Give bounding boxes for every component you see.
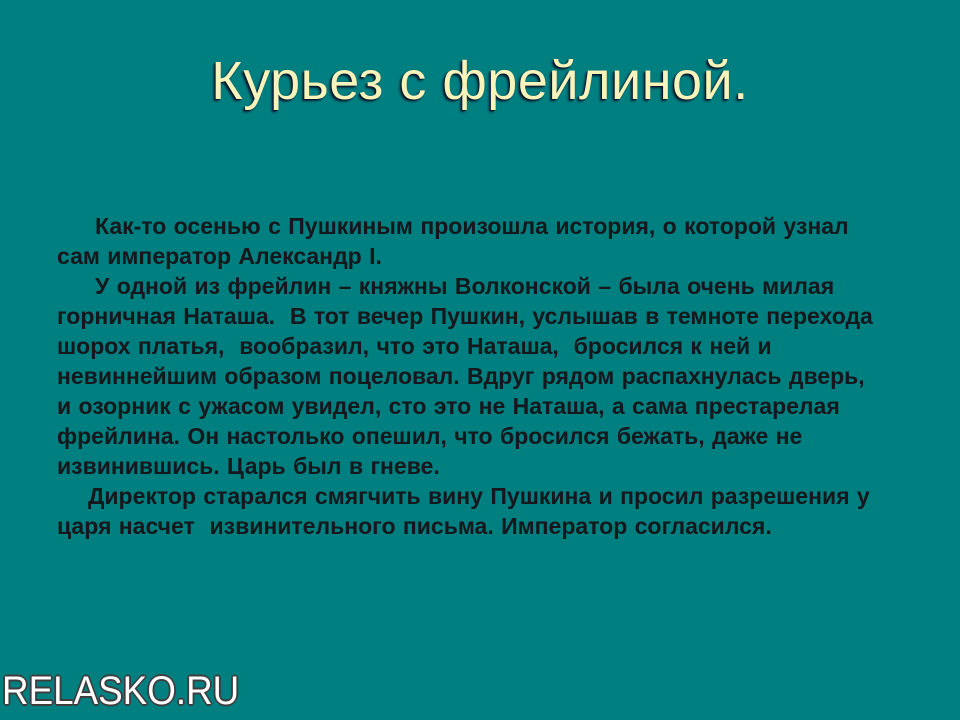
body-line: и озорник с ужасом увидел, сто это не Наташа, а сама престарелая [57, 393, 840, 419]
watermark: RELASKO.RU [2, 669, 240, 713]
body-line: шорох платья, вообразил, что это Наташа, бросился к ней и [57, 333, 772, 359]
body-line: невиннейшим образом поцеловал. Вдруг рядом распахнулась дверь, [57, 363, 865, 389]
body-line: извинившись. Царь был в гневе. [57, 453, 440, 479]
body-line: сам император Александр I. [57, 243, 382, 269]
body-line: Как-то осенью с Пушкиным произошла история, о которой узнал [95, 213, 849, 239]
slide-body [57, 211, 922, 541]
body-line: Директор старался смягчить вину Пушкина и просил разрешения у [88, 483, 870, 509]
body-line: горничная Наташа. В тот вечер Пушкин, услышав в темноте перехода [57, 303, 873, 329]
body-line: царя насчет извинительного письма. Император согласился. [57, 513, 772, 539]
slide-title: Курьез с фрейлиной. [211, 51, 749, 111]
body-line: У одной из фрейлин – княжны Волконской – была очень милая [95, 273, 835, 299]
body-line: фрейлина. Он настолько опешил, что бросился бежать, даже не [57, 423, 803, 449]
